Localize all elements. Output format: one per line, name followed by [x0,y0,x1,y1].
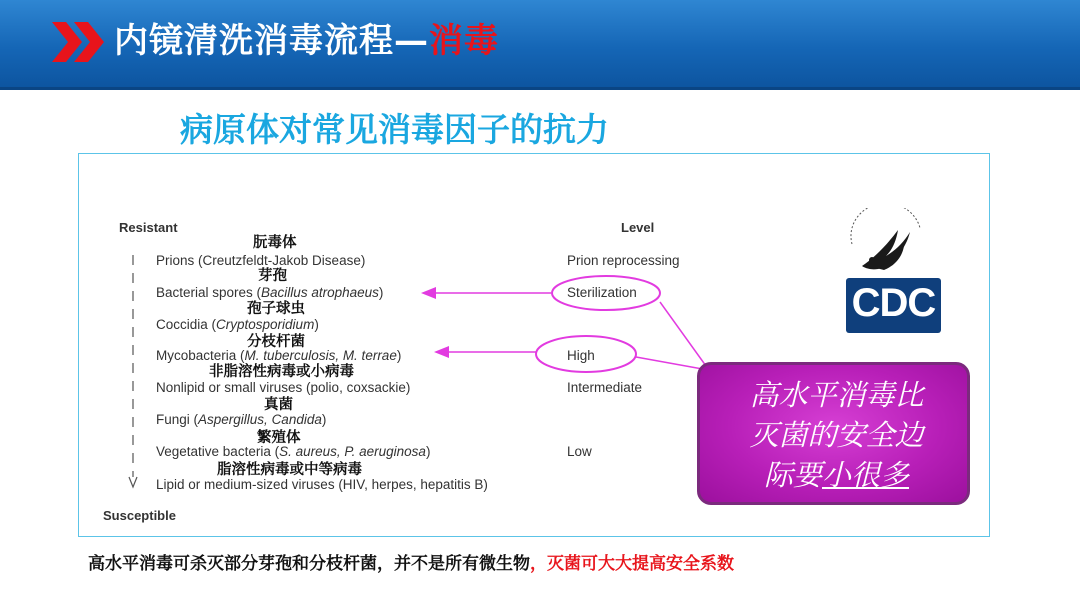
row-6-zh-label: 繁殖体 [257,430,301,446]
row-1-zh-label: 芽孢 [258,268,287,284]
row-6-en-label: Vegetative bacteria (S. aureus, P. aeruginosa) [156,444,431,459]
footer-note [88,553,734,575]
slide-subtitle: 病原体对常见消毒因子的抗力 [180,110,609,149]
cdc-logo [846,278,941,333]
header-level: Level [621,220,655,235]
header-bar [0,0,1080,90]
resistance-scale-arrow [127,251,139,491]
page-title-highlight: 消毒 [429,21,499,61]
row-6-level: Low [567,444,592,459]
row-4-level: Intermediate [567,380,643,395]
row-1-en-label: Bacterial spores (Bacillus atrophaeus) [156,285,384,300]
row-0-en-label: Prions (Creutzfeldt-Jakob Disease) [156,253,366,268]
page-title [114,18,499,64]
footer-susceptible: Susceptible [103,508,176,523]
row-0-zh-label: 朊毒体 [253,235,297,251]
row-4-zh-label: 非脂溶性病毒或小病毒 [209,364,354,380]
page-title-main: 内镜清洗消毒流程— [114,21,429,61]
row-0-level: Prion reprocessing [567,253,680,268]
row-2-zh-label: 孢子球虫 [247,301,305,317]
header-resistant: Resistant [119,220,178,235]
callout-line-3: 际要小很多 [763,458,910,492]
row-7-zh-label: 脂溶性病毒或中等病毒 [217,462,362,478]
callout-text [700,375,973,495]
callout-line-1: 高水平消毒比 [749,378,924,412]
callout-box [697,362,970,505]
callout-line-2: 灭菌的安全边 [749,418,924,452]
hhs-eagle-logo-icon [842,208,930,278]
footer-note-black: 高水平消毒可杀灭部分芽孢和分枝杆菌，并不是所有微生物 [88,554,530,574]
row-1-level: Sterilization [567,285,637,300]
double-chevron-right-icon [52,22,108,62]
row-4-en-label: Nonlipid or small viruses (polio, coxsackie) [156,380,411,395]
row-2-en-label: Coccidia (Cryptosporidium) [156,317,319,332]
row-5-zh-label: 真菌 [264,397,293,413]
row-3-en-label: Mycobacteria (M. tuberculosis, M. terrae) [156,348,402,363]
row-5-en-label: Fungi (Aspergillus, Candida) [156,412,327,427]
cdc-logo-letters: CDC [851,281,936,325]
footer-note-red: ，灭菌可大大提高安全系数 [530,554,734,574]
row-3-zh-label: 分枝杆菌 [247,334,305,350]
row-7-en-label: Lipid or medium-sized viruses (HIV, herpes, hepatitis B) [156,477,488,492]
row-3-level: High [567,348,595,363]
